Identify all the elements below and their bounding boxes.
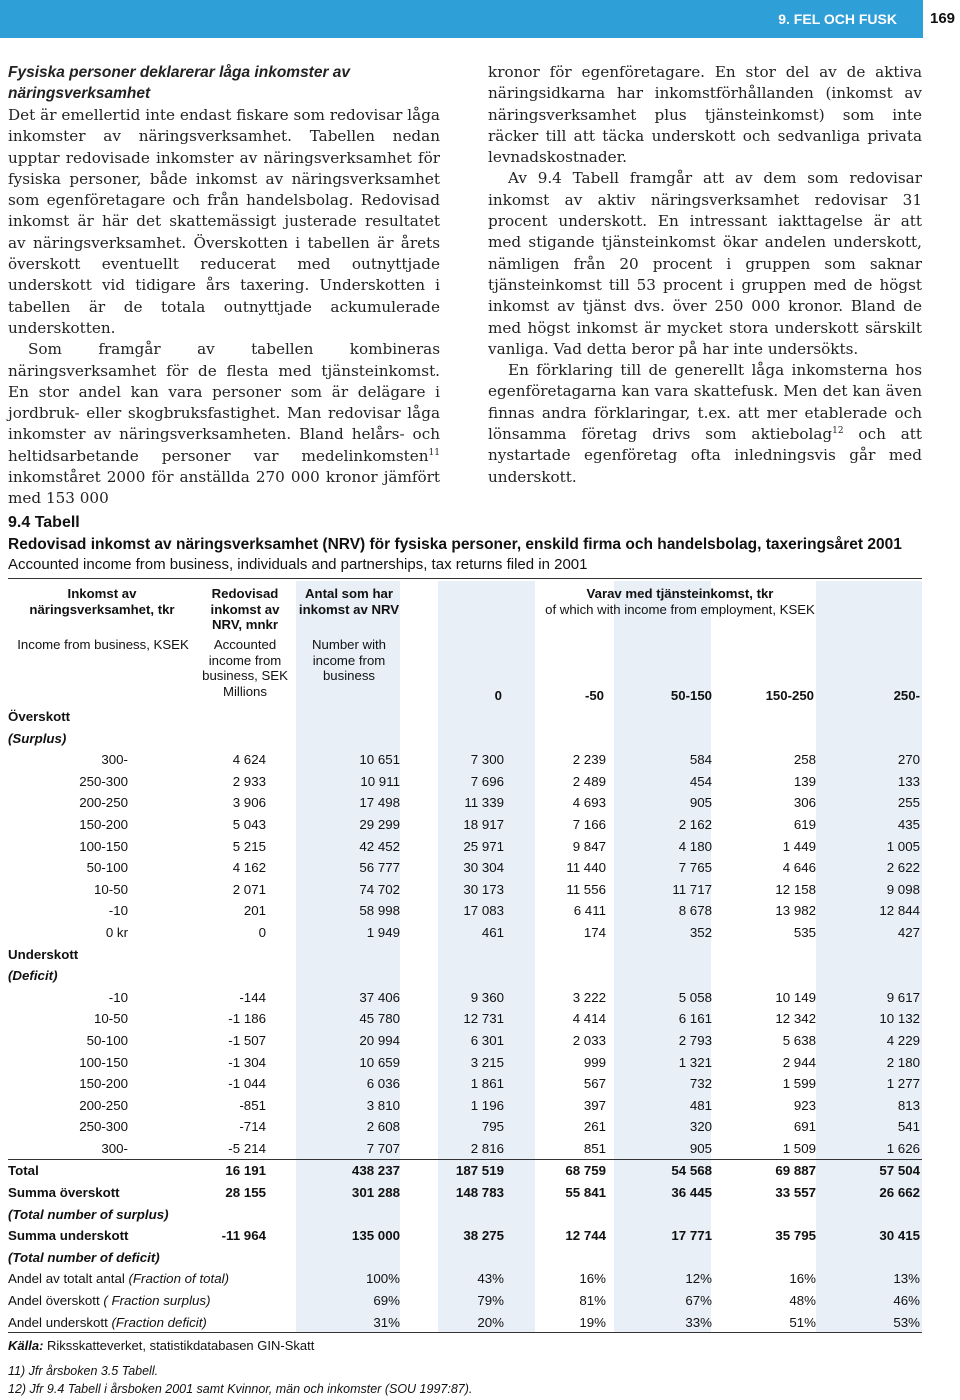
subheader-0: 0 (494, 688, 502, 703)
table-cell: 174 (583, 924, 606, 940)
table-cell: 30 173 (463, 881, 504, 897)
table-cell: 28 155 (225, 1185, 266, 1201)
table-cell: 1 005 (886, 838, 920, 854)
row-label: 50-100 (86, 860, 128, 876)
table-row (8, 879, 922, 901)
right-paragraph-1: kronor för egenföretagare. En stor del av de aktiva näringsidkarna har inkomstförhållanden (inkomst av näringsverksamhet plus tjänsteinkomst) som inte räcker till att täcka underskott och sedvanliga privata levnadskostnader. (488, 63, 922, 167)
table-cell: 79% (477, 1293, 504, 1309)
header-accounted-sv: Redovisad inkomst av NRV, mnkr (210, 586, 280, 632)
table-cell: 12 731 (463, 1011, 504, 1027)
table-cell: 10 149 (775, 989, 816, 1005)
row-label: 10-50 (93, 1011, 128, 1027)
subheader-50-150: 50-150 (670, 688, 712, 703)
section-heading: Fysiska personer deklarerar låga inkomster av näringsverksamhet (8, 64, 351, 102)
table-cell: 1 599 (782, 1076, 816, 1092)
table-cell: 397 (583, 1097, 606, 1113)
table-cell: 4 162 (232, 860, 266, 876)
summary-row (8, 1182, 922, 1204)
table-cell: 7 300 (470, 752, 504, 768)
row-label: 100-150 (79, 838, 128, 854)
table-cell: 320 (689, 1119, 712, 1135)
table-row (8, 857, 922, 879)
table-cell: 187 519 (455, 1163, 504, 1179)
table-cell: 31% (373, 1314, 400, 1330)
table-cell: 17 771 (671, 1228, 712, 1244)
table-cell: -1 304 (228, 1054, 266, 1070)
row-label: 300- (101, 752, 128, 768)
header-income-en: Income from business, KSEK (17, 637, 189, 652)
table-cell: 58 998 (359, 903, 400, 919)
row-label: 250-300 (79, 773, 128, 789)
table-cell: 584 (689, 752, 712, 768)
table-row (8, 922, 922, 944)
table-cell: 5 058 (678, 989, 712, 1005)
table-cell: 6 161 (678, 1011, 712, 1027)
table-row (8, 749, 922, 771)
share-row (8, 1268, 922, 1290)
table-cell: 2 180 (886, 1054, 920, 1070)
section-label-row (8, 965, 922, 987)
table-body (8, 706, 922, 1333)
right-paragraph-3-end: och att nystartade egenföretag ofta inledningsvis går med underskott. (488, 425, 922, 486)
table-row (8, 1052, 922, 1074)
table-cell: 923 (793, 1097, 816, 1113)
footnote-12: 12) Jfr 9.4 Tabell i årsboken 2001 samt Kvinnor, män och inkomster (SOU 1997:87). (8, 1382, 473, 1396)
table-row (8, 836, 922, 858)
header-employment-sv: Varav med tjänsteinkomst, tkr (586, 586, 774, 601)
table-cell: -5 214 (228, 1140, 266, 1156)
table-cell: 352 (689, 924, 712, 940)
table-cell: 16% (789, 1271, 816, 1287)
footnote-11: 11) Jfr årsboken 3.5 Tabell. (8, 1364, 159, 1378)
table-cell: 68 759 (565, 1163, 606, 1179)
table-cell: 9 360 (470, 989, 504, 1005)
table-cell: 2 489 (572, 773, 606, 789)
footnote-ref-12[interactable]: 12 (832, 425, 844, 436)
subheader-250: 250- (893, 688, 920, 703)
table-cell: 9 847 (572, 838, 606, 854)
table-cell: 55 841 (565, 1185, 606, 1201)
table-bottom-rule (8, 1332, 922, 1333)
table-cell: 6 411 (573, 903, 606, 919)
table-cell: 16% (579, 1271, 606, 1287)
table-cell: 851 (583, 1140, 606, 1156)
table-cell: 4 624 (232, 752, 266, 768)
table-cell: 57 504 (879, 1163, 920, 1179)
table-cell: 26 662 (879, 1185, 920, 1201)
row-label: 300- (101, 1140, 128, 1156)
table-cell: 435 (897, 816, 920, 832)
table-cell: 7 765 (678, 860, 712, 876)
table-cell: 139 (793, 773, 816, 789)
table-cell: -11 964 (221, 1228, 266, 1244)
header-income-sv: Inkomst av näringsverksamhet, tkr (29, 586, 175, 617)
table-cell: 54 568 (671, 1163, 712, 1179)
table-cell: 541 (897, 1119, 920, 1135)
table-cell: 12 342 (775, 1011, 816, 1027)
table-cell: -1 044 (228, 1076, 266, 1092)
table-cell: 135 000 (351, 1228, 400, 1244)
table-cell: 38 275 (463, 1228, 504, 1244)
header-accounted-en: Accounted income from business, SEK Millions (202, 637, 288, 699)
share-label-sv: Andel underskott (8, 1314, 112, 1330)
table-cell: 2 239 (572, 752, 606, 768)
table-cell: 3 222 (572, 989, 606, 1005)
table-cell: 10 651 (359, 752, 400, 768)
table-cell: 427 (897, 924, 920, 940)
table-cell: 133 (897, 773, 920, 789)
table-cell: 10 659 (359, 1054, 400, 1070)
source-label: Källa: (8, 1338, 44, 1353)
row-label: 0 kr (105, 924, 128, 940)
table-cell: 461 (481, 924, 504, 940)
section-label-row (8, 728, 922, 750)
table-cell: 4 229 (886, 1032, 920, 1048)
table-cell: 7 707 (366, 1140, 400, 1156)
table-cell: 301 288 (351, 1185, 400, 1201)
table-cell: 4 414 (572, 1011, 606, 1027)
table-cell: 813 (897, 1097, 920, 1113)
table-cell: 270 (897, 752, 920, 768)
table-cell: 306 (793, 795, 816, 811)
table-row (8, 900, 922, 922)
table-row (8, 1095, 922, 1117)
table-cell: 619 (793, 816, 816, 832)
table-row (8, 987, 922, 1009)
table-cell: 67% (685, 1293, 712, 1309)
table-row (8, 1138, 922, 1160)
table-cell: 46% (893, 1293, 920, 1309)
table-cell: 2 162 (678, 816, 712, 832)
table-cell: 481 (689, 1097, 712, 1113)
table-cell: 999 (583, 1054, 606, 1070)
table-cell: 438 237 (351, 1163, 400, 1179)
table-cell: 17 498 (359, 795, 400, 811)
table-cell: 16 191 (225, 1163, 266, 1179)
table-cell: 2 933 (232, 773, 266, 789)
table-cell: -144 (239, 989, 266, 1005)
table-cell: 11 717 (672, 881, 712, 897)
section-label: (Deficit) (8, 968, 58, 984)
table-caption (8, 513, 922, 575)
share-label-en: (Fraction of total) (128, 1271, 229, 1287)
table-cell: 9 098 (886, 881, 920, 897)
table-cell: 1 509 (782, 1140, 816, 1156)
section-label: Underskott (8, 946, 79, 962)
table-cell: 1 277 (886, 1076, 920, 1092)
table-cell: 8 678 (678, 903, 712, 919)
left-paragraph-1: Det är emellertid inte endast fiskare som redovisar låga inkomster av näringsverksamhet. Tabellen nedan upptar redovisade inkomster av näringsverksamhet för fysiska personer, både inkomst av näringsverksamhet som egenföretagare och från handelsbolag. Redovisad inkomst är här det skattemässigt justerade resultatet av näringsverksamhet. Överskotten i tabellen är årets överskott eventuellt reducerat med outnyttjade underskott vid tidigare års taxering. Underskotten i tabellen är de totala outnyttjade ackumulerade underskotten. (8, 106, 440, 337)
table-cell: 6 036 (366, 1076, 400, 1092)
table-cell: 33% (685, 1314, 712, 1330)
share-label-sv: Andel av totalt antal (8, 1271, 129, 1287)
table-cell: 691 (793, 1119, 816, 1135)
summary-label-en: (Total number of deficit) (8, 1249, 160, 1265)
table-cell: 81% (579, 1293, 606, 1309)
table-cell: 56 777 (359, 860, 400, 876)
table-cell: 45 780 (359, 1011, 400, 1027)
table-cell: 20 994 (359, 1032, 400, 1048)
section-label: (Surplus) (8, 730, 67, 746)
table-cell: 3 906 (232, 795, 266, 811)
table-cell: 35 795 (775, 1228, 816, 1244)
table-cell: 255 (897, 795, 920, 811)
table-cell: 4 693 (572, 795, 606, 811)
right-paragraph-3-text: En förklaring till de generellt låga inkomsterna hos egenföretagarna kan vara skattefusk. Men det kan även finnas andra förklaringar, t.ex. att mer etablerade och lönsamma företag drivs som aktiebolag (488, 361, 922, 444)
table-cell: 1 321 (678, 1054, 712, 1070)
row-label: 50-100 (86, 1032, 128, 1048)
table-cell: 2 944 (782, 1054, 816, 1070)
row-label: -10 (108, 989, 128, 1005)
source-text: Riksskatteverket, statistikdatabasen GIN-Skatt (43, 1338, 315, 1353)
table-cell: -714 (239, 1119, 266, 1135)
table-cell: 1 861 (470, 1076, 504, 1092)
table-cell: 3 215 (470, 1054, 504, 1070)
summary-row (8, 1159, 922, 1182)
subheader-50: -50 (584, 688, 604, 703)
table-row (8, 1073, 922, 1095)
chapter-header-bar (0, 0, 923, 38)
table-cell: 37 406 (359, 989, 400, 1005)
table-cell: 48% (789, 1293, 816, 1309)
table-cell: 74 702 (359, 881, 400, 897)
row-label: 150-200 (79, 1076, 128, 1092)
table-subtitle: Accounted income from business, individuals and partnerships, tax returns filed in 2001 (8, 556, 588, 573)
table-cell: 5 638 (782, 1032, 816, 1048)
table-cell: 51% (789, 1314, 816, 1330)
table-cell: 53% (893, 1314, 920, 1330)
table-cell: 12% (685, 1271, 712, 1287)
table-top-rule (8, 578, 922, 579)
table-cell: 25 971 (463, 838, 504, 854)
table-cell: 4 646 (782, 860, 816, 876)
table-cell: 2 793 (678, 1032, 712, 1048)
table-cell: 4 180 (678, 838, 712, 854)
table-cell: 148 783 (455, 1185, 504, 1201)
table-cell: 29 299 (359, 816, 400, 832)
left-paragraph-2-end: inkomståret 2000 för anställda 270 000 kronor jämfört med 153 000 (8, 468, 440, 508)
share-row (8, 1312, 922, 1334)
row-label: 10-50 (93, 881, 128, 897)
table-cell: 11 440 (566, 860, 606, 876)
summary-label-en: (Total number of surplus) (8, 1206, 169, 1222)
table-cell: 30 415 (879, 1228, 920, 1244)
table-cell: 69 887 (775, 1163, 816, 1179)
table-cell: 33 557 (775, 1185, 816, 1201)
table-cell: 17 083 (463, 903, 504, 919)
table-row (8, 814, 922, 836)
table-cell: 42 452 (359, 838, 400, 854)
table-cell: 5 043 (232, 816, 266, 832)
subheader-150-250: 150-250 (765, 688, 814, 703)
table-cell: 12 844 (879, 903, 920, 919)
row-label: 200-250 (79, 1097, 128, 1113)
table-cell: 905 (689, 1140, 712, 1156)
share-label (8, 1290, 211, 1312)
share-label-en: ( Fraction surplus) (103, 1293, 211, 1309)
row-label: 200-250 (79, 795, 128, 811)
table-cell: 10 132 (879, 1011, 920, 1027)
table-title: Redovisad inkomst av näringsverksamhet (NRV) för fysiska personer, enskild firma och handelsbolag, taxeringsåret 2001 (8, 536, 902, 553)
header-count-en: Number with income from business (311, 637, 387, 683)
share-label (8, 1312, 207, 1334)
header-count-sv: Antal som har inkomst av NRV (298, 586, 400, 617)
table-cell: 261 (583, 1119, 606, 1135)
table-row (8, 1030, 922, 1052)
table-cell: 905 (689, 795, 712, 811)
table-cell: 2 608 (366, 1119, 400, 1135)
share-row (8, 1290, 922, 1312)
table-cell: 2 622 (886, 860, 920, 876)
section-label: Överskott (8, 709, 71, 724)
table-cell: 2 071 (232, 881, 266, 897)
table-cell: 1 449 (782, 838, 816, 854)
table-cell: 201 (243, 903, 266, 919)
table-cell: -851 (239, 1097, 266, 1113)
right-column (488, 62, 922, 488)
row-label: 150-200 (79, 816, 128, 832)
share-label-en: (Fraction deficit) (111, 1314, 207, 1330)
table-cell: 454 (689, 773, 712, 789)
table-cell: 1 626 (886, 1140, 920, 1156)
table-cell: 36 445 (671, 1185, 712, 1201)
table-row (8, 1008, 922, 1030)
table-cell: 19% (579, 1314, 606, 1330)
row-label: -10 (108, 903, 128, 919)
table-cell: 9 617 (886, 989, 920, 1005)
table-cell: 3 810 (366, 1097, 400, 1113)
table-cell: 2 816 (470, 1140, 504, 1156)
table-cell: 258 (793, 752, 816, 768)
chapter-title: 9. FEL OCH FUSK (778, 11, 897, 27)
left-paragraph-2-text: Som framgår av tabellen kombineras näringsverksamhet för de flesta med tjänsteinkomst. En stor andel kan vara personer som är delägare i jordbruk- eller skogbruksfastighet. Man redovisar låga inkomster av näringsverksamheten. Bland helårs- och heltidsarbetande personer var medelinkomsten (8, 340, 440, 465)
left-paragraph-2 (8, 339, 440, 509)
table-cell: 30 304 (463, 860, 504, 876)
header-employment-en: of which with income from employment, KSEK (545, 602, 815, 617)
table-cell: 0 (258, 924, 266, 940)
table-cell: 11 339 (464, 795, 504, 811)
share-label (8, 1268, 229, 1290)
summary-row-en (8, 1204, 922, 1226)
summary-label: Summa underskott (8, 1228, 129, 1244)
right-paragraph-2: Av 9.4 Tabell framgår att av dem som redovisar inkomst av aktiv näringsverksamhet redovisar 31 procent underskott. En intressant iakttagelse är att med stigande tjänsteinkomst ökar andelen underskott, nämligen från 20 procent i gruppen som saknar tjänsteinkomst till 53 procent i gruppen med de högst inkomst av tjänst dvs. över 250 000 kronor. Bland de med högst inkomst är mycket stora underskott särskilt vanliga. Vad detta beror på har inte undersökts. (488, 169, 922, 358)
table-cell: -1 186 (228, 1011, 266, 1027)
left-column (8, 62, 440, 510)
table-cell: 13% (893, 1271, 920, 1287)
table-cell: 13 982 (775, 903, 816, 919)
table-cell: 7 696 (470, 773, 504, 789)
table-cell: 20% (477, 1314, 504, 1330)
summary-row-en (8, 1247, 922, 1269)
summary-label: Summa överskott (8, 1185, 120, 1201)
share-label-sv: Andel överskott (8, 1293, 104, 1309)
summary-label: Total (8, 1163, 39, 1179)
table-row (8, 792, 922, 814)
table-cell: 795 (481, 1119, 504, 1135)
row-label: 250-300 (79, 1119, 128, 1135)
section-label-row (8, 706, 922, 728)
table-cell: 5 215 (232, 838, 266, 854)
table-cell: 12 158 (775, 881, 816, 897)
right-paragraph-3 (488, 360, 922, 488)
table-cell: 100% (365, 1271, 400, 1287)
table-source (8, 1336, 314, 1355)
table-cell: 2 033 (572, 1032, 606, 1048)
table-cell: 10 911 (360, 773, 400, 789)
table-cell: 18 917 (463, 816, 504, 832)
table-cell: 732 (689, 1076, 712, 1092)
page-number: 169 (930, 10, 956, 27)
footnote-ref-11[interactable]: 11 (428, 447, 440, 458)
table-cell: 1 949 (366, 924, 400, 940)
table-cell: 11 556 (566, 881, 606, 897)
table-cell: 69% (373, 1293, 400, 1309)
table-cell: 7 166 (572, 816, 606, 832)
table-cell: 43% (477, 1271, 504, 1287)
table-cell: 535 (793, 924, 816, 940)
row-label: 100-150 (79, 1054, 128, 1070)
table-cell: 6 301 (470, 1032, 504, 1048)
table-cell: 567 (583, 1076, 606, 1092)
table-cell: 12 744 (565, 1228, 606, 1244)
table-row (8, 771, 922, 793)
table-row (8, 1116, 922, 1138)
table-number: 9.4 Tabell (8, 514, 80, 531)
section-label-row (8, 944, 922, 966)
table-cell: 1 196 (470, 1097, 504, 1113)
summary-row (8, 1225, 922, 1247)
table-cell: -1 507 (228, 1032, 266, 1048)
